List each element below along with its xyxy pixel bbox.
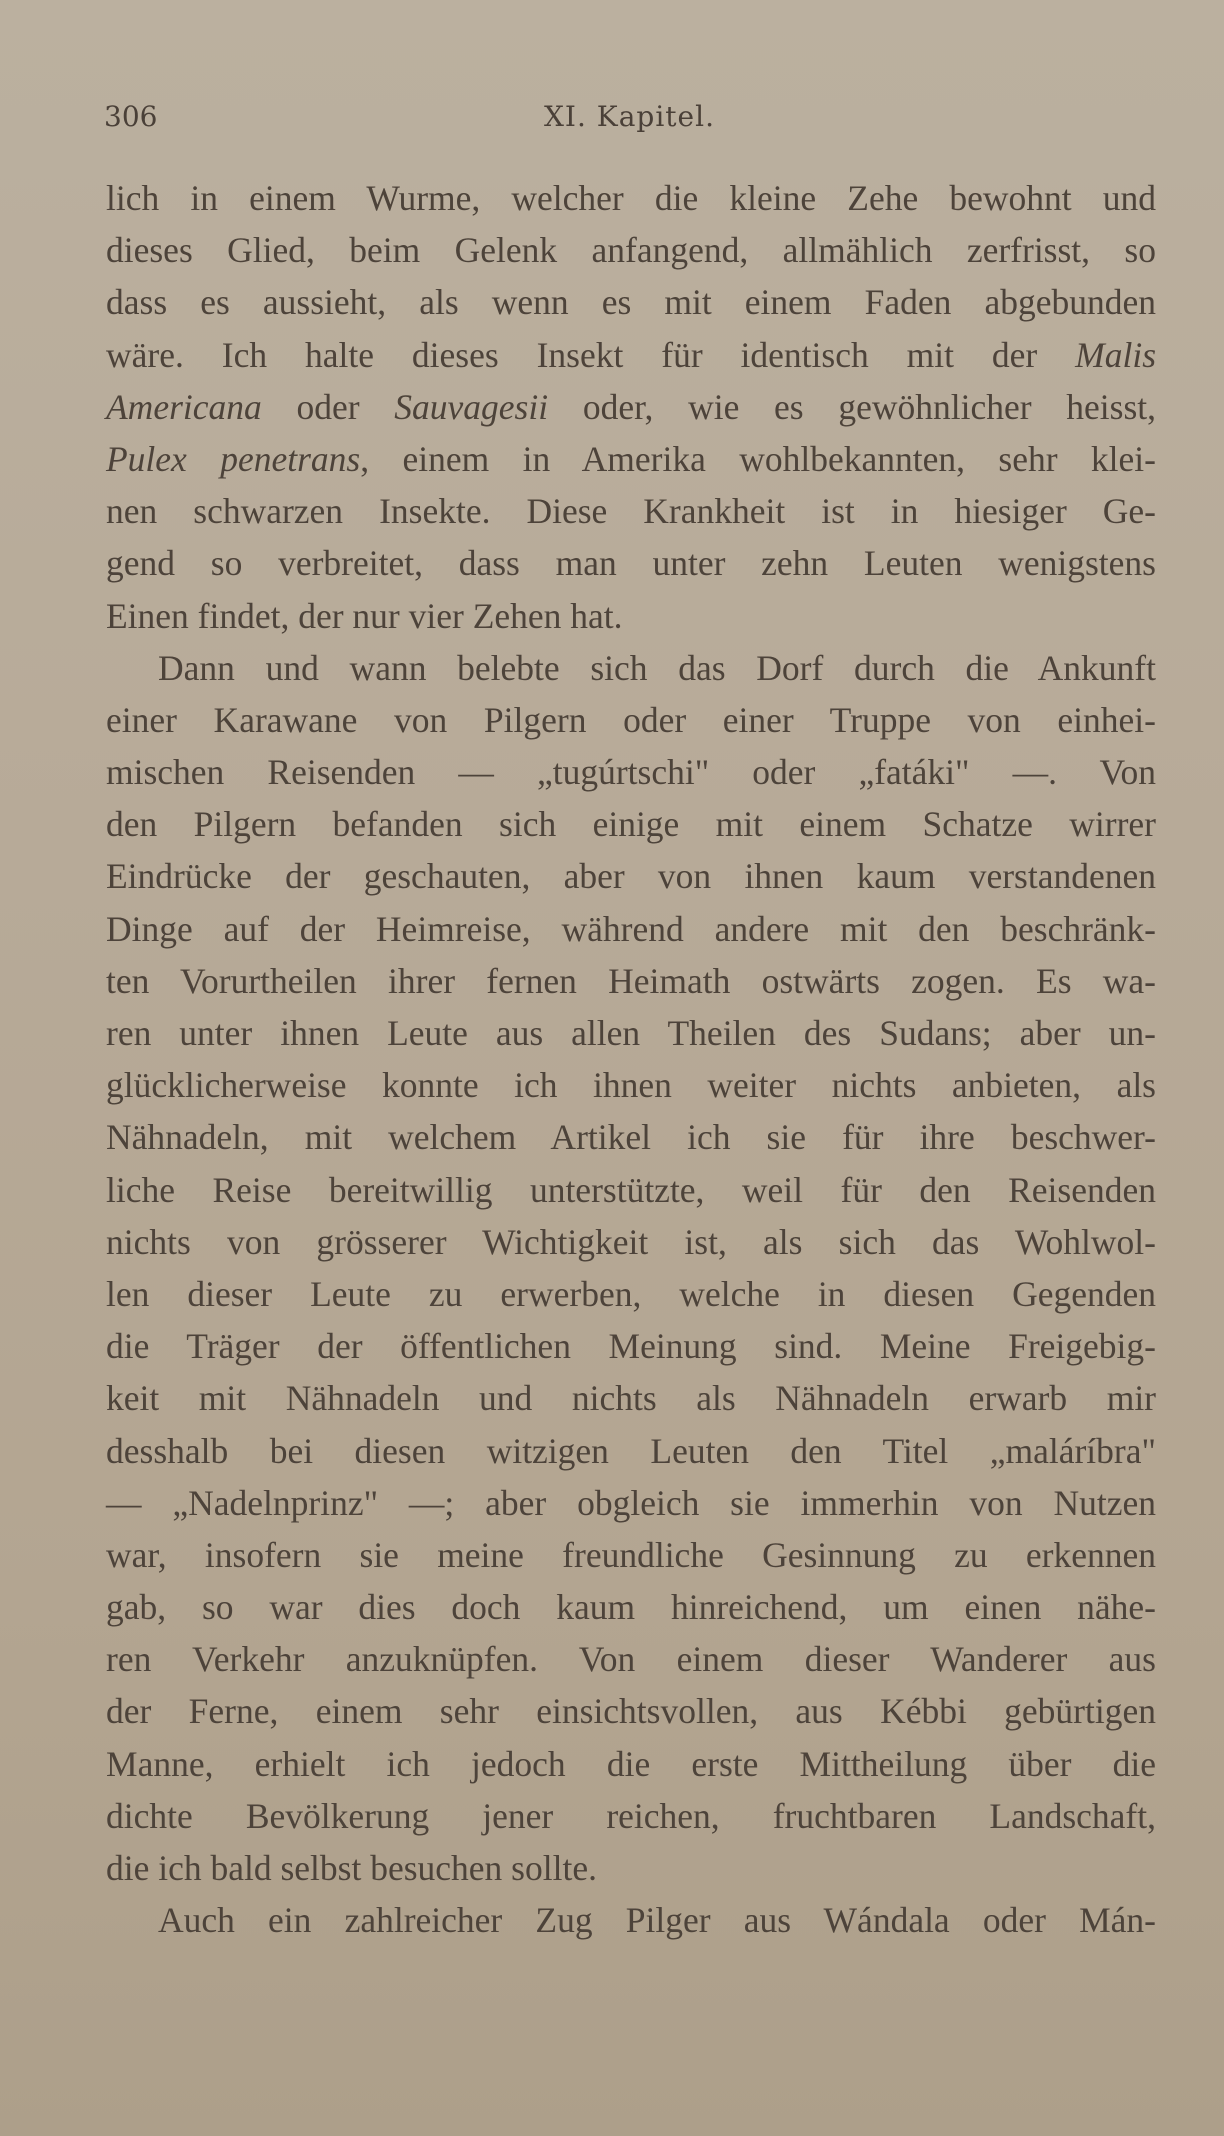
text-line [106, 433, 1156, 485]
text-segment: oder [296, 386, 360, 427]
text-line: dichte Bevölkerung jener reichen, fruchtbaren Landschaft, [106, 1795, 1156, 1836]
text-line: Nähnadeln, mit welchem Artikel ich sie für ihre beschwer- [106, 1117, 1156, 1158]
page-header [104, 100, 1154, 140]
text-line: die ich bald selbst besuchen sollte. [106, 1848, 597, 1888]
text-line: desshalb bei diesen witzigen Leuten den Titel „maláríbra" [106, 1430, 1156, 1471]
text-line: keit mit Nähnadeln und nichts als Nähnadeln erwarb mir [106, 1378, 1156, 1419]
text-line: — „Nadelnprinz" —; aber obgleich sie immerhin von Nutzen [106, 1482, 1156, 1523]
text-line: mischen Reisenden — „tugúrtschi" oder „fatáki" —. Von [106, 752, 1156, 793]
text-line: Auch ein zahlreicher Zug Pilger aus Wándala oder Mán- [158, 1900, 1156, 1941]
text-segment: , einem in Amerika wohlbekannten, sehr klei- [360, 438, 1156, 479]
text-line [106, 329, 1156, 381]
text-line: den Pilgern befanden sich einige mit einem Schatze wirrer [106, 804, 1156, 845]
text-line: die Träger der öffentlichen Meinung sind. Meine Freigebig- [106, 1326, 1156, 1367]
text-line: gab, so war dies doch kaum hinreichend, um einen nähe- [106, 1587, 1156, 1628]
text-line: nen schwarzen Insekte. Diese Krankheit ist in hiesiger Ge- [106, 491, 1156, 532]
text-line: len dieser Leute zu erwerben, welche in diesen Gegenden [106, 1273, 1156, 1314]
text-line: dieses Glied, beim Gelenk anfangend, allmählich zerfrisst, so [106, 230, 1156, 271]
text-line: ren Verkehr anzuknüpfen. Von einem dieser Wanderer aus [106, 1639, 1156, 1680]
text-line: Manne, erhielt ich jedoch die erste Mittheilung über die [106, 1743, 1156, 1784]
text-line: nichts von grösserer Wichtigkeit ist, als sich das Wohlwol- [106, 1221, 1156, 1262]
text-line: glücklicherweise konnte ich ihnen weiter nichts anbieten, als [106, 1065, 1156, 1106]
text-line: dass es aussieht, als wenn es mit einem Faden abgebunden [106, 282, 1156, 323]
text-line: ren unter ihnen Leute aus allen Theilen des Sudans; aber un- [106, 1013, 1156, 1053]
text-segment: oder, wie es gewöhnlicher heisst, [582, 386, 1156, 427]
italic-term: Pulex penetrans [106, 438, 361, 479]
text-line: liche Reise bereitwillig unterstützte, weil für den Reisenden [106, 1169, 1156, 1210]
text-line: ten Vorurtheilen ihrer fernen Heimath ostwärts zogen. Es wa- [106, 960, 1156, 1001]
text-line: einer Karawane von Pilgern oder einer Truppe von einhei- [106, 699, 1156, 740]
text-line: Dinge auf der Heimreise, während andere mit den beschränk- [106, 908, 1156, 949]
text-line [106, 381, 1156, 433]
text-segment: wäre. Ich halte dieses Insekt für identisch mit der [106, 334, 1038, 375]
text-line: der Ferne, einem sehr einsichtsvollen, aus Kébbi gebürtigen [106, 1691, 1156, 1732]
page-number: 306 [104, 100, 158, 133]
italic-term: Sauvagesii [394, 386, 549, 427]
text-line: Dann und wann belebte sich das Dorf durch die Ankunft [158, 647, 1156, 688]
text-line: gend so verbreitet, dass man unter zehn Leuten wenigstens [106, 543, 1156, 584]
italic-term: Malis [1075, 334, 1157, 375]
text-line: Eindrücke der geschauten, aber von ihnen kaum verstandenen [106, 856, 1156, 897]
text-line: Einen findet, der nur vier Zehen hat. [106, 595, 623, 636]
running-title: XI. Kapitel. [544, 100, 715, 133]
italic-term: Americana [106, 386, 262, 427]
body-text [106, 172, 1156, 1946]
text-line: war, insofern sie meine freundliche Gesinnung zu erkennen [106, 1534, 1156, 1575]
text-line: lich in einem Wurme, welcher die kleine Zehe bewohnt und [106, 178, 1156, 218]
